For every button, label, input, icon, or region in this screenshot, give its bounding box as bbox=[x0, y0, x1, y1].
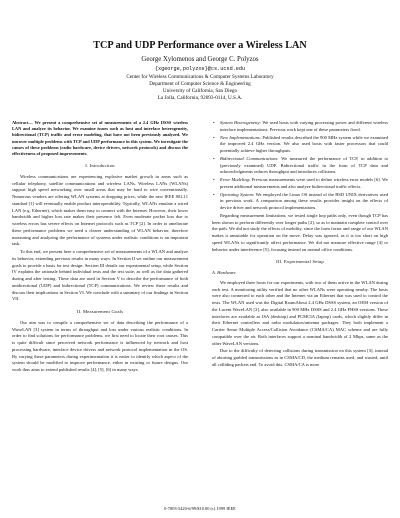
affiliation-line-1: Center for Wireless Communications & Computer Systems Laboratory bbox=[126, 74, 274, 80]
subsection-heading-hardware: A. Hardware bbox=[212, 270, 236, 275]
paper-title: TCP and UDP Performance over a Wireless LAN bbox=[93, 40, 307, 51]
section-heading-measurement-goals: II. Measurement Goals bbox=[76, 309, 124, 315]
abstract: Abstract— We present a comprehensive set of measurements of a 2.4 GHz DSSS wireless LAN and analyze its behavior. We examine issues such as host and interface heterogeneity, bidirectional (TCP) traffic and error modeling, that have not been previously analyzed. We uncover multiple problems with TCP and UDP performance in this system. We investigate the causes of these problems (radio hardware, device drivers, network protocols) and discuss the effectiveness of proposed improvements. bbox=[12, 120, 188, 157]
goals-paragraph-1: Our aim was to compile a comprehensive set of data describing the performance of a WaveLAN [3] system in terms of throughput and loss under various realistic conditions. In order to find solutions for performance problems, we first need to locate their root causes. This is quite difficult since perceived network performance is influenced by network and host processing hardware, interface device drivers and network protocol implementation in the OS. By varying these parameters during experimentation it is easier to identify which aspect of the system should be modified to improve performance, either in existing or future designs. Our work thus aims to extend published results [4], [5], [6] in many ways. bbox=[12, 319, 188, 373]
affiliation-line-2: Department of Computer Science & Engineering bbox=[149, 81, 251, 87]
copyright-footer: 0-7803-5420-6/99/$10.00 (c) 1999 IEEE bbox=[164, 506, 236, 511]
goals-bullet-list bbox=[212, 120, 388, 212]
limitations-paragraph: Regarding measurement limitations, we tested single hop paths only, even though TCP has been shown to perform differently over longer paths [2], so as to maintain complete control over the path. We did not study the effects of mobility, since the form factor and range of our WLAN makes it unsuitable for operation on the move. Delay was ignored, as it is too short on high speed WLANs to significantly affect performance. We did not measure effective range [4] or behavior under interference [5], focusing instead on normal office conditions. bbox=[212, 212, 388, 252]
bullet-item: • Operating System: We employed the Linux OS instead of the BSD UNIX derivatives used in previous work. A comparison among these results provides insight on the effects of device driver and network protocol implementations. bbox=[212, 192, 388, 212]
section-heading-introduction: I. Introduction bbox=[85, 163, 115, 169]
bullet-item: • New Implementations: Published results described the 900 MHz system while we examined the improved 2.4 GHz version. We also used hosts with faster processors that could potentially achieve higher throughputs. bbox=[212, 135, 388, 155]
right-column bbox=[212, 120, 388, 370]
author-emails: {xgeorge,polyzos}@cs.ucsd.edu bbox=[154, 66, 246, 72]
bullet-item: • Error Modeling: Previous measurements were used to define wireless error models [6]. We present additional measurements and also analyze bidirectional traffic effects. bbox=[212, 177, 388, 191]
intro-paragraph-2: To this end, we present here a comprehensive set of measurements of a WLAN and analyze its behavior, extending previous results in many ways. In Section II we outline our measurement goals to provide a basis for test design. Section III details our experimental setup, while Section IV explains the rationale behind individual tests and the test suite, as well as the data gathered during and after testing. These data are used in Section V to describe the performance of both unidirectional (UDP) and bidirectional (TCP) communications. We review these results and discuss their implications in Section VI. We conclude with a summary of our findings in Section VII. bbox=[12, 249, 188, 302]
affiliation-line-4: La Jolla, California, 92093-0114, U.S.A. bbox=[157, 95, 243, 101]
section-heading-experimental-setup: III. Experimental Setup bbox=[276, 259, 324, 265]
bullet-item: • System Heterogeneity: We used hosts with varying processing power and different wireless interface implementations. Previous work kept one of these parameters fixed. bbox=[212, 120, 388, 134]
affiliation-line-3: University of California, San Diego bbox=[162, 88, 238, 94]
left-column bbox=[12, 120, 188, 375]
intro-paragraph-1: Wireless communications are experiencing explosive market growth in areas such as cellular telephony, satellite communications and wireless LANs. Wireless LANs (WLANs) support high speed networking over small areas that may be hard to wire conventionally. Numerous vendors are offering WLAN systems at dropping prices, while the new IEEE 802.11 standard [1] will eventually enable product interoperability. Typically, WLANs emulate a wired LAN (e.g. Ethernet), which makes them easy to connect with the Internet. However, their lower bandwidth and higher loss rate makes their presence felt. Even moderate packet loss due to wireless errors has severe effects on Internet protocols such as TCP [2]. In order to ameliorate these performance problems we need a clearer understanding of WLAN behavior, therefore measuring and analyzing the performance of systems under realistic conditions is an important task. bbox=[12, 173, 188, 247]
hardware-paragraph-1: We employed three hosts for our experiments, with two of them active in the WLAN during each test. A monitoring utility verified that no other WLANs were operating nearby. The hosts were also connected to each other and the Internet via an Ethernet that was used to control the tests. The WLAN used was the Digital RoamAbout 2.4 GHz DSSS system, an OEM version of the Lucent WaveLAN [3], also available in 900 MHz DSSS and 2.4 GHz FHSS versions. These interfaces are available as ISA (desktop) and PCMCIA (laptop) cards, which slightly differ in their Ethernet controllers and radio modulators/antenna packages. They both implement a Carrier Sense Multiple Access/Collision Avoidance (CSMA/CA) MAC scheme and are fully compatible over the air. Both interfaces support a nominal bandwidth of 2 Mbps, same as the other WaveLAN versions. bbox=[212, 279, 388, 346]
paper-authors: George Xylomenos and George C. Polyzos bbox=[141, 56, 259, 63]
bullet-item: • Bidirectional Communications: We measured the performance of TCP, in addition to (previously examined) UDP. Bidirectional traffic in the form of TCP data and acknowledgments reduces throughput and introduces collisions. bbox=[212, 156, 388, 176]
hardware-paragraph-2: Due to the difficulty of detecting collisions during transmission on this system [3], instead of aborting garbled transmissions as in CSMA/CD, the medium remains used, and wasted, until all colliding packets end. To avoid this, CSMA/CA is more bbox=[212, 348, 388, 367]
